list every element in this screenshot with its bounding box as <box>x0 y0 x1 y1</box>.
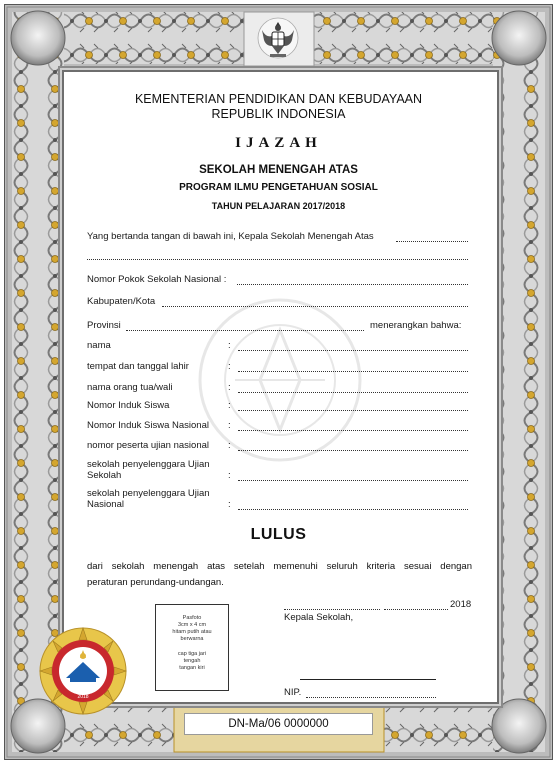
colon: : <box>228 400 231 411</box>
field-label-ttl: tempat dan tanggal lahir <box>87 361 189 372</box>
nip-label: NIP. <box>284 687 302 698</box>
signature-role: Kepala Sekolah, <box>284 612 354 623</box>
field-line-ttl[interactable] <box>238 371 468 372</box>
serial-number: DN-Ma/06 0000000 <box>184 713 373 735</box>
npsn-label: Nomor Pokok Sekolah Nasional : <box>87 274 227 285</box>
ministry-name: KEMENTERIAN PENDIDIKAN DAN KEBUDAYAAN <box>134 92 423 106</box>
provinsi-label: Provinsi <box>87 320 121 331</box>
kabupaten-line[interactable] <box>162 306 468 307</box>
field-label-penyelenggara-us-2: Sekolah <box>87 470 122 481</box>
photo-text-line: Pasfoto <box>182 615 202 621</box>
photo-text-line: tangan kiri <box>179 665 205 671</box>
field-label-penyelenggara-un: sekolah penyelenggara Ujian <box>87 488 210 499</box>
field-label-penyelenggara-us: sekolah penyelenggara Ujian <box>87 459 210 470</box>
field-label-penyelenggara-un-2: Nasional <box>87 499 124 510</box>
photo-placeholder[interactable] <box>155 604 229 691</box>
signature-place-line[interactable] <box>284 609 380 610</box>
field-line-wali[interactable] <box>238 392 468 393</box>
tut-wuri-handayani-logo-icon <box>38 626 128 716</box>
watermark-emblem-icon <box>195 295 365 465</box>
school-name-line[interactable] <box>396 241 468 242</box>
field-label-nis: Nomor Induk Siswa <box>87 400 170 411</box>
field-line-nisn[interactable] <box>238 430 468 431</box>
colon: : <box>228 499 231 510</box>
photo-text-line: 3cm x 4 cm <box>177 622 207 628</box>
colon: : <box>228 382 231 393</box>
field-line-peserta-un[interactable] <box>238 450 468 451</box>
npsn-line[interactable] <box>237 284 468 285</box>
field-label-nisn: Nomor Induk Siswa Nasional <box>87 420 209 431</box>
colon: : <box>228 420 231 431</box>
field-line-penyelenggara-us[interactable] <box>238 480 468 481</box>
colon: : <box>228 470 231 481</box>
colon: : <box>228 361 231 372</box>
field-label-wali: nama orang tua/wali <box>87 382 173 393</box>
field-label-peserta-un: nomor peserta ujian nasional <box>87 440 209 451</box>
colon: : <box>228 340 231 351</box>
field-label-nama: nama <box>87 340 111 351</box>
photo-text-line: tengah <box>183 658 201 664</box>
result-lulus: LULUS <box>250 526 307 543</box>
document-title: IJAZAH <box>235 135 322 151</box>
signature-year: 2018 <box>450 599 472 610</box>
colon: : <box>228 440 231 451</box>
provinsi-line[interactable] <box>126 330 364 331</box>
school-name-continuation-line[interactable] <box>87 259 468 260</box>
field-line-nis[interactable] <box>238 410 468 411</box>
menerangkan-text: menerangkan bahwa: <box>370 320 462 331</box>
statement-line-1: dari sekolah menengah atas setelah memenuhi seluruh kriteria sesuai dengan <box>87 561 472 572</box>
signature-date-line[interactable] <box>384 609 448 610</box>
signature-line[interactable] <box>300 679 436 680</box>
intro-text: Yang bertanda tangan di bawah ini, Kepala Sekolah Menengah Atas <box>87 231 374 242</box>
photo-text-line: cap tiga jari <box>177 651 207 657</box>
country-name: REPUBLIK INDONESIA <box>211 107 346 121</box>
academic-year: TAHUN PELAJARAN 2017/2018 <box>211 201 346 211</box>
field-line-nama[interactable] <box>238 350 468 351</box>
photo-text-line: berwarna <box>180 636 204 642</box>
school-type: SEKOLAH MENENGAH ATAS <box>199 164 358 176</box>
logo-year: 2018 <box>77 694 89 700</box>
program-name: PROGRAM ILMU PENGETAHUAN SOSIAL <box>179 182 378 193</box>
photo-text-line: hitam putih atau <box>172 629 212 635</box>
statement-line-2: peraturan perundang-undangan. <box>87 577 224 588</box>
field-line-penyelenggara-un[interactable] <box>238 509 468 510</box>
kabupaten-label: Kabupaten/Kota <box>87 296 156 307</box>
nip-line[interactable] <box>306 697 436 698</box>
garuda-emblem-icon <box>256 16 300 62</box>
